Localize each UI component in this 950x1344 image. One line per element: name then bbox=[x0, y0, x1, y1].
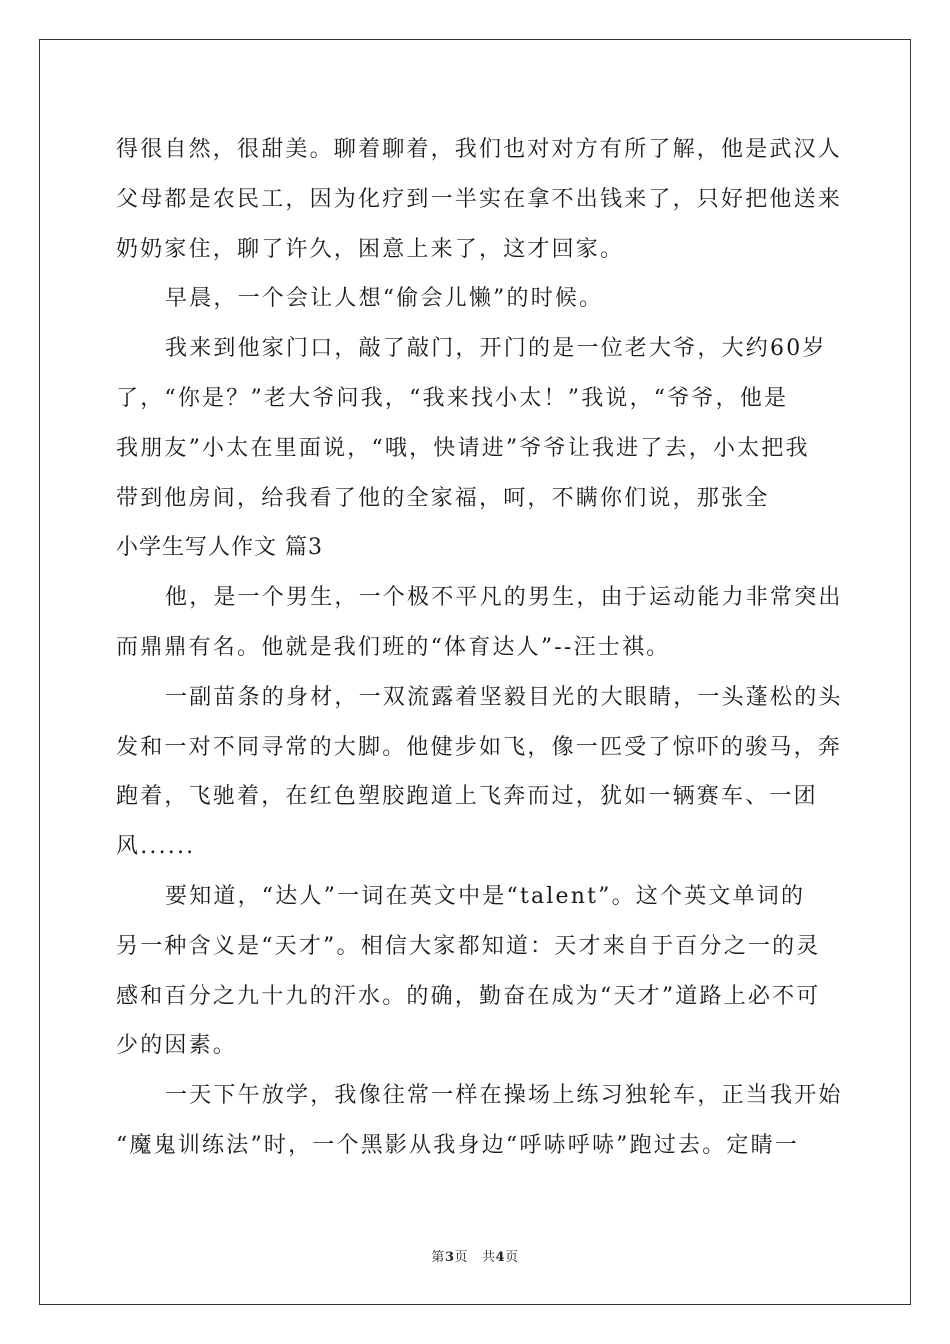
footer-prefix: 第 bbox=[431, 1250, 445, 1265]
section-title: 小学生写人作文 篇3 bbox=[116, 535, 323, 561]
text-line: 我朋友”小太在里面说，“哦，快请进”爷爷让我进了去，小太把我 bbox=[116, 435, 810, 461]
footer-page-suffix: 页 bbox=[454, 1250, 468, 1265]
text-line: 带到他房间，给我看了他的全家福，呵，不瞒你们说，那张全 bbox=[116, 485, 770, 511]
text-line: 要知道，“达人”一词在英文中是“talent”。这个英文单词的 bbox=[165, 883, 806, 909]
text-line: 早晨，一个会让人想“偷会儿懒”的时候。 bbox=[165, 286, 604, 312]
text-line: 跑着，飞驰着，在红色塑胶跑道上飞奔而过，犹如一辆赛车、一团 bbox=[116, 784, 818, 810]
document-body bbox=[116, 125, 843, 1171]
text-line: 我来到他家门口，敲了敲门，开门的是一位老大爷，大约60岁 bbox=[165, 336, 827, 362]
page-footer bbox=[0, 1246, 950, 1265]
text-line: 风...... bbox=[116, 834, 196, 860]
footer-total-suffix: 页 bbox=[505, 1250, 519, 1265]
text-line: 少的因素。 bbox=[116, 1033, 238, 1059]
text-line: 感和百分之九十九的汗水。的确，勤奋在成为“天才”道路上必不可 bbox=[116, 983, 821, 1009]
total-page-number: 4 bbox=[495, 1250, 506, 1265]
text-line: 一副苗条的身材，一双流露着坚毅目光的大眼睛，一头蓬松的头 bbox=[165, 684, 843, 710]
footer-total-prefix: 共 bbox=[482, 1250, 496, 1265]
text-line: 父母都是农民工，因为化疗到一半实在拿不出钱来了，只好把他送来 bbox=[116, 186, 843, 212]
text-line: 而鼎鼎有名。他就是我们班的“体育达人”--汪士祺。 bbox=[116, 634, 671, 660]
text-line: 另一种含义是“天才”。相信大家都知道：天才来自于百分之一的灵 bbox=[116, 933, 821, 959]
text-line: 发和一对不同寻常的大脚。他健步如飞，像一匹受了惊吓的骏马，奔 bbox=[116, 734, 843, 760]
current-page-number: 3 bbox=[444, 1250, 455, 1265]
text-line: “魔鬼训练法”时，一个黑影从我身边“呼哧呼哧”跑过去。定睛一 bbox=[116, 1132, 799, 1158]
text-line: 他，是一个男生，一个极不平凡的男生，由于运动能力非常突出 bbox=[165, 585, 843, 611]
text-line: 奶奶家住，聊了许久，困意上来了，这才回家。 bbox=[116, 236, 625, 262]
text-line: 了，“你是？”老大爷问我，“我来找小太！”我说，“爷爷，他是 bbox=[116, 385, 789, 411]
text-line: 一天下午放学，我像往常一样在操场上练习独轮车，正当我开始 bbox=[165, 1083, 843, 1109]
text-line: 得很自然，很甜美。聊着聊着，我们也对对方有所了解，他是武汉人 bbox=[116, 137, 843, 162]
